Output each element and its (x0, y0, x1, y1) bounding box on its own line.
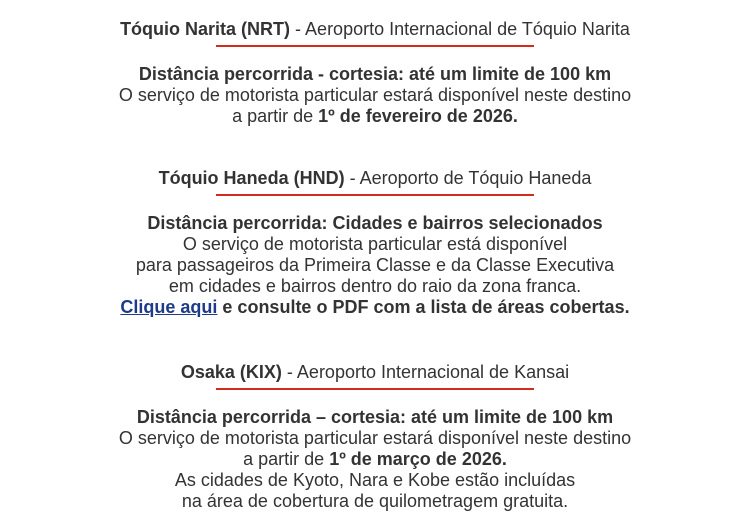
haneda-line-2: para passageiros da Primeira Classe e da Classe Executiva (135, 255, 615, 275)
osaka-airport-name: - Aeroporto Internacional de Kansai (281, 362, 570, 382)
osaka-line-3: As cidades de Kyoto, Nara e Kobe estão incluídas (174, 470, 576, 490)
haneda-line-1: O serviço de motorista particular está disponível (182, 234, 568, 254)
narita-section (0, 18, 750, 127)
osaka-section (0, 361, 750, 512)
osaka-divider (216, 388, 534, 390)
narita-line-1: O serviço de motorista particular estará disponível neste destino (118, 85, 632, 105)
haneda-code-label: Tóquio Haneda (HND) (158, 168, 345, 188)
haneda-airport-name: - Aeroporto de Tóquio Haneda (344, 168, 592, 188)
narita-heading (0, 18, 750, 40)
haneda-body (0, 213, 750, 318)
osaka-line-2 (0, 449, 750, 470)
haneda-line-4 (0, 297, 750, 318)
osaka-line-1: O serviço de motorista particular estará disponível neste destino (118, 428, 632, 448)
osaka-heading (0, 361, 750, 383)
narita-line-2 (0, 106, 750, 127)
haneda-distance-title: Distância percorrida: Cidades e bairros selecionados (147, 213, 603, 233)
narita-body (0, 64, 750, 127)
haneda-line-3: em cidades e bairros dentro do raio da zona franca. (168, 276, 582, 296)
click-here-link[interactable]: Clique aqui (120, 297, 218, 317)
haneda-link-suffix: e consulte o PDF com a lista de áreas cobertas. (217, 297, 630, 317)
narita-code-label: Tóquio Narita (NRT) (120, 19, 291, 39)
narita-distance-title: Distância percorrida - cortesia: até um limite de 100 km (138, 64, 612, 84)
osaka-code-label: Osaka (KIX) (180, 362, 282, 382)
haneda-divider (216, 194, 534, 196)
osaka-line-4: na área de cobertura de quilometragem gratuita. (181, 491, 569, 511)
narita-airport-name: - Aeroporto Internacional de Tóquio Narita (290, 19, 630, 39)
osaka-body (0, 407, 750, 512)
narita-start-date: 1º de fevereiro de 2026. (318, 106, 518, 126)
osaka-start-date: 1º de março de 2026. (329, 449, 507, 469)
narita-line-2-prefix: a partir de (232, 106, 319, 126)
haneda-section (0, 167, 750, 318)
haneda-heading (0, 167, 750, 189)
osaka-line-2-prefix: a partir de (243, 449, 330, 469)
osaka-distance-title: Distância percorrida – cortesia: até um limite de 100 km (136, 407, 614, 427)
narita-divider (216, 45, 534, 47)
